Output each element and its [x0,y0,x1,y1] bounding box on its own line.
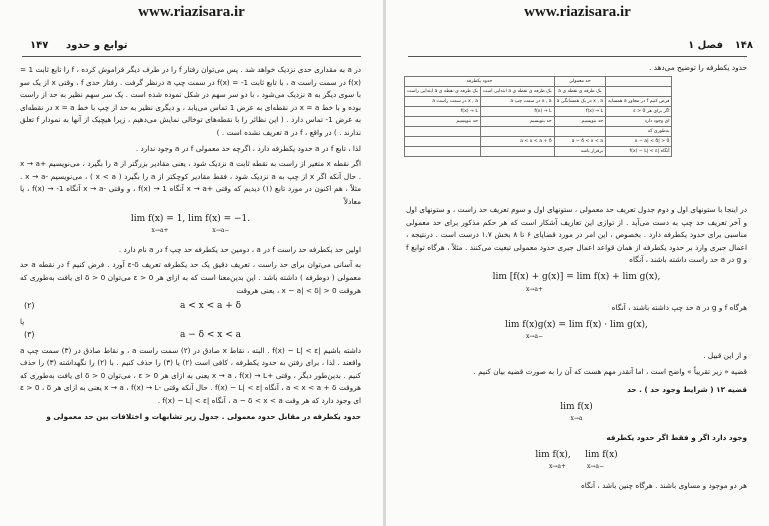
formula-sum [406,271,747,296]
formula-text: lim f(x) = 1, lim f(x) = −1. [130,213,251,224]
site-header: www.riazisara.ir [524,4,631,20]
formula-subscripts: x→a+ x→a− [151,227,230,235]
paragraph: در a به مقداری حدی نزدیک خواهد شد . پس می‌توان رفتار f را در طرف دیگر فراموش کرده ، f را تابع ثابت 1 = f(x) در سمت راست a ، با تابع ثابت 1- = f(x) در سمت چپ a درنظر گرفت . رفتار حدی f ، وقتی x از یک سو با سوی دیگر به a نزدیک می‌شود ، با دو سر سهم در شکل نموده شده است . یک سر سهم نظیر به حد از راست بوده و با خط x = a در نقطه‌ای به عرض 1 تماس می‌یابد ، و دیگری نظیر به حد از چپ با خط x = a در نقطه‌ای به عرض 1- تماس دارد . ( این نظائر را با نقطه‌های توخالی نمایش می‌دهیم ، زیرا هیچیک از آنها به نمودار f تعلق ندارند . ) در واقع ، f در a تعریف نشده است . ) [20,65,362,137]
table-cell: f(x) → L [554,107,605,117]
formula-text: lim f(x)g(x) = lim f(x) · lim g(x), [505,319,648,330]
table-cell: برقرار باشد [554,147,605,157]
right-page [386,0,769,526]
running-title: توابع و حدود [66,40,128,51]
table-cell [554,127,605,137]
theorem-title: قضیه ۱۲ ( شرایط وجود حد ) . حد [627,385,747,395]
table-row [405,107,672,117]
table-subheader: یک طرفه ی نقطه ی a ابتدایی است [480,87,554,97]
table-cell: حد بنویسیم [405,117,481,127]
formula-limits [20,213,361,238]
paragraph: هرگاه f و g در a حد چپ داشته باشند ، آنگاه [611,303,747,313]
table-row [405,127,672,137]
table-header-row [405,77,672,87]
paragraph: به آسانی می‌توان برای حد راست ، تعریف دقیق یک حد یکطرفه تعریف ε-δ آورد . فرض کنیم f در نقطه a حد معمولی ( دوطرفه ) داشته باشد . این بدین‌معنا است که به ازای هر ε > 0 می‌توان δ > 0 ای یافت به‌طوری که هروقت 0 < |x − a| < δ ، یعنی هروقت [20,260,362,295]
table-row [405,97,672,107]
table-row [405,147,672,157]
table-cell: حد بنویسیم [554,117,605,127]
paragraph: در اینجا با ستونهای اول و دوم جدول تعریف حد معمولی ، ستونهای اول و سوم تعریف حد راست ، و ستونهای اول و آخر تعریف حد چپ به دست می‌آید . از توازی این تعاریف آشکار است که هر حکم مذکور برای حد معمولی مناسبی برای حدود یکطرفه دارد . بخصوص ، این امر در مورد قضایای ۶ تا ۸ بخش ۱.۷ درست است . درنتیجه ، اعمال جبری وارد بر حدود یکطرفه از همان قواعد اعمال جبری حدود معمولی تبعیت می‌کنند . مثلاً ، هرگاه توابع f و g در a حد راست داشته باشند ، آنگاه [406,205,747,265]
table-cell: 0 < |x − a| < δ [606,137,672,147]
equation-text: a < x < a + δ [180,301,242,312]
table-cell: x , a در یک همسایگی a [554,97,605,107]
table-header [606,77,672,87]
page-number: ۱۴۷ [30,40,49,51]
table-cell: a − δ < x < a [554,137,605,147]
table-header: حدود یکطرفه [405,77,555,87]
site-header: www.riazisara.ir [138,4,245,20]
running-title: فصل ۱ [688,40,723,51]
table-cell: حد بنویسیم [480,117,554,127]
formula-theorem-limit [406,401,747,426]
table-subheader: یک طرفه ی نقطه ی a ابتدایی راست [405,87,481,97]
paragraph: حدود یکطرفه در مقابل حدود معمولی . جدول زیر تشابهات و اختلافات بین حد معمولی و [46,411,361,421]
table-cell [405,127,481,137]
table-subheader [606,87,672,97]
table-cell [480,147,554,157]
table-row [405,117,672,127]
paragraph: قضیه « زیر تقریباً » واضح است ، اما آنقدر مهم هست که آن را به صورت قضیه بیان کنیم . [473,366,747,376]
left-page [0,0,383,526]
formula-subscript: x→a− [526,333,544,341]
equation-tag: (۳) [24,329,35,339]
table-cell: آنگاه |f(x) − L| < ε [606,147,672,157]
comparison-table [404,76,672,157]
formula-subscripts: x→a+ x→a− [548,463,604,471]
table-subheader: یک طرفه ی نقطه ی a [554,87,605,97]
paragraph: اگر نقطه x متغیر از راست به نقطه ثابت a نزدیک شود ، یعنی مقادیر بزرگتر از a را بگیرد ، می‌نویسیم +x → a . حال آنکه اگر x از چپ به a نزدیک شود ، فقط مقادیر کوچکتر از a را بگیرد ( x < a ) ، می‌نویسیم -x → a . مثلاً ، هم اکنون در مورد تابع (۱) دیدیم که وقتی +x → a آنگاه f(x) → 1 ، و وقتی -x → a آنگاه f(x) → -1 ، یا معادلاً [20,159,362,206]
or-word: یا [20,317,25,327]
formula-subscript: x→a [570,415,583,423]
table-cell: به‌طوری که [606,127,672,137]
table-cell: a < x < a + δ [480,137,554,147]
paragraph: و از این قبیل . [703,350,747,360]
table-cell: x , a در سمت راست a [405,97,481,107]
table-cell: ای وجود دارد [606,117,672,127]
table-subheader-row [405,87,672,97]
paragraph: هر دو موجود و مساوی باشند . هرگاه چنین باشد ، آنگاه [580,480,747,490]
formula-one-sided-limits [406,449,747,474]
paragraph: اولین حد یکطرفه حد راست f در a ، دومین حد یکطرفه حد چپ f در a نام دارد . [118,244,361,254]
table-cell: x , a در سمت چپ a [480,97,554,107]
equation-3 [20,329,361,345]
table-cell: اگر برای هر ε > 0 [606,107,672,117]
header-rule [22,56,361,57]
formula-product [406,319,747,344]
formula-subscript: x→a+ [526,285,544,293]
formula-text: lim [f(x) + g(x)] = lim f(x) + lim g(x), [492,271,661,282]
theorem-text: وجود دارد اگر و فقط اگر حدود یکطرفه [606,432,747,442]
equation-2 [20,300,361,316]
header-rule [408,56,747,57]
equation-text: a − δ < x < a [180,329,242,340]
paragraph: داشته باشیم |f(x) − L| < ε . البته ، نقاط x صادق در (۲) سمت راست a ، و نقاط صادق در (۳) سمت چپ a واقعند . لذا ، برای رفتن به حدود یکطرفه ، کافی است (۲) یا (۳) را حذف کنیم . با (۲) را نگهداشته (۳) را حذف کنیم . بدین‌طور دیگر ، وقتی +x → a ، f(x) → L یعنی به ازای هر ε > 0 ، می‌توان δ > 0 ای یافت به‌طوری که هروقت a < x < a + δ ، آنگاه |f(x) − L| < ε . حال آنکه وقتی -x → a ، f(x) → L یعنی به ازای هر ε > 0 ، δ ای وجود دارد که هر وقت a − δ < x < a ، آنگاه |f(x) − L| < ε . [20,345,361,406]
table-cell [405,147,481,157]
table-cell: قرض کنیم f در مجاور a همسایه [606,97,672,107]
formula-text: lim f(x), lim f(x) [535,449,618,460]
paragraph: لذا ، تابع f در a حدود یکطرفه دارد ، اگرچه حد معمولی f در a وجود ندارد . [135,143,361,153]
right-body [406,204,747,495]
table-header: حد معمولی [554,77,605,87]
table-cell [405,137,481,147]
left-body [20,64,361,426]
equation-tag: (۲) [24,301,35,311]
table-row [405,137,672,147]
table-cell [480,127,554,137]
intro-text: حدود یکطرفه را توضیح می‌دهد . [649,63,747,72]
table-cell: f(x) → L [405,107,481,117]
table-cell: f(x) → L [480,107,554,117]
formula-text: lim f(x) [560,401,593,412]
page-number: ۱۴۸ [734,40,753,51]
